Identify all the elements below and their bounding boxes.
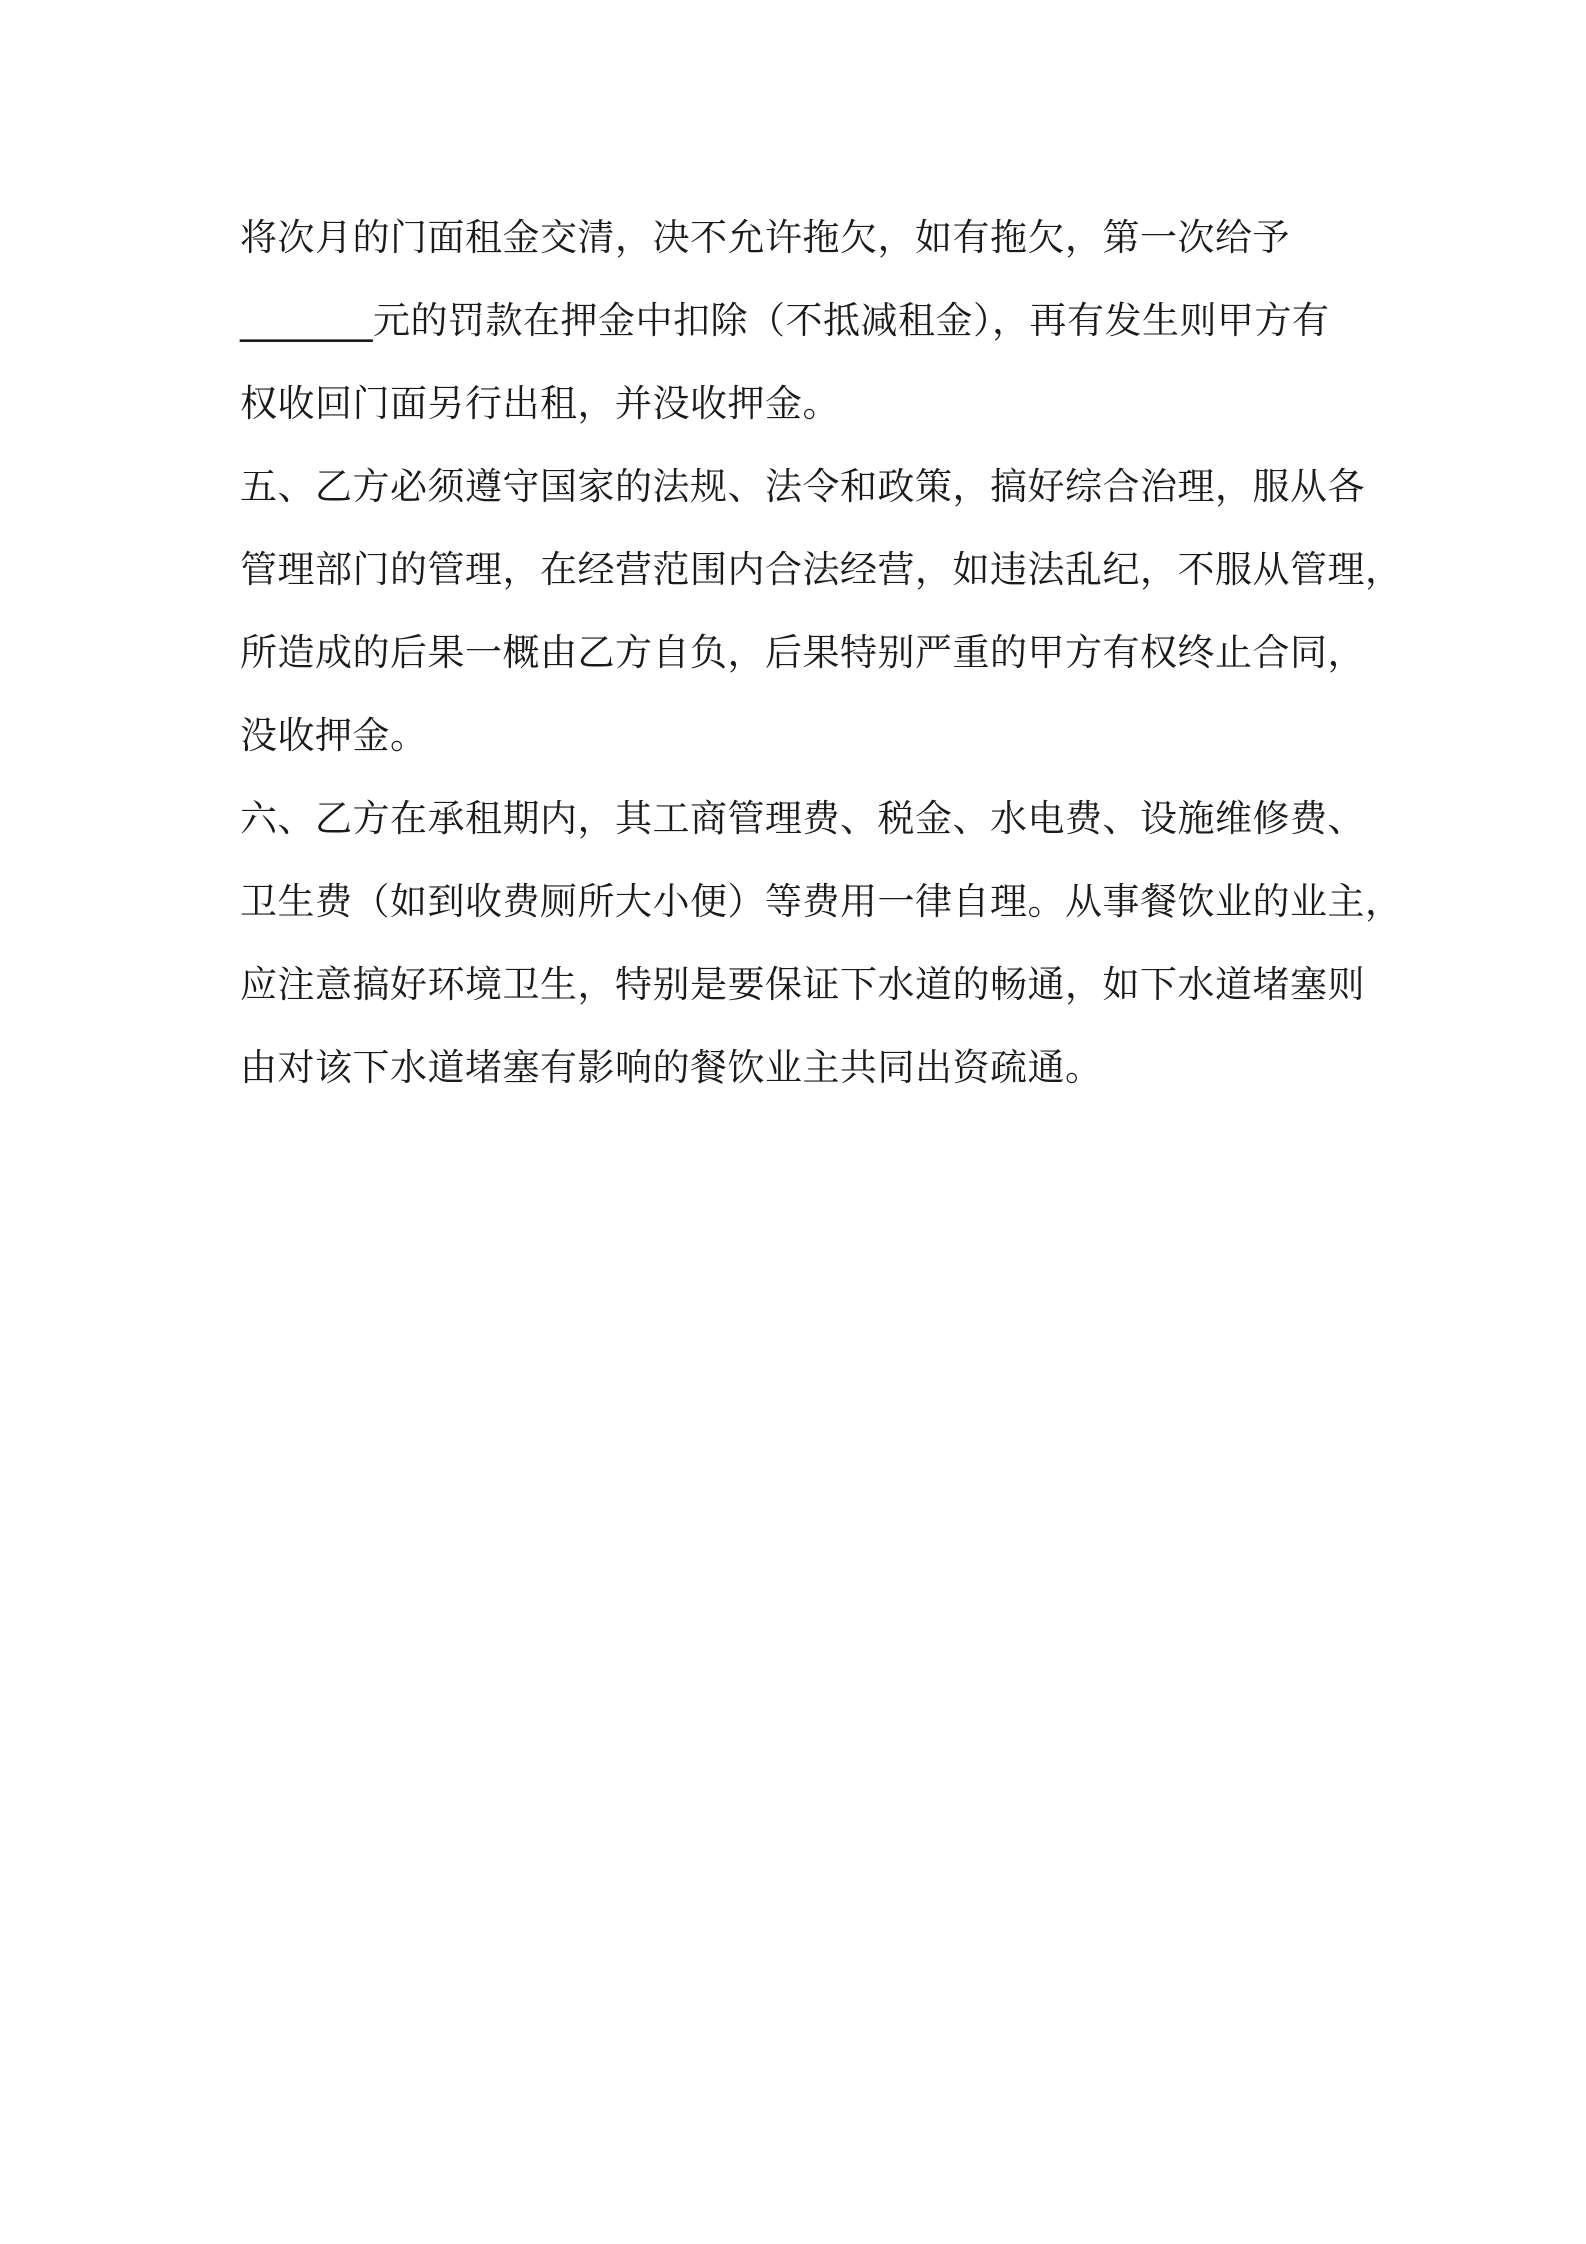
text-line: 将次月的门面租金交清，决不允许拖欠，如有拖欠，第一次给予: [240, 216, 1290, 259]
text-line: _______元的罚款在押金中扣除（不抵减租金），再有发生则甲方有: [240, 299, 1330, 342]
text-line: 六、乙方在承租期内，其工商管理费、税金、水电费、设施维修费、: [240, 797, 1365, 840]
text-line: 管理部门的管理，在经营范围内合法经营，如违法乱纪，不服从管理，: [240, 548, 1403, 591]
text-line: 权收回门面另行出租，并没收押金。: [240, 382, 840, 425]
paragraph-clause-six: [240, 777, 1403, 1109]
text-line: 应注意搞好环境卫生，特别是要保证下水道的畅通，如下水道堵塞则: [240, 963, 1365, 1006]
document-body: [240, 196, 1403, 1109]
text-line: 没收押金。: [240, 714, 428, 757]
text-line: 五、乙方必须遵守国家的法规、法令和政策，搞好综合治理，服从各: [240, 465, 1365, 508]
text-line: 所造成的后果一概由乙方自负，后果特别严重的甲方有权终止合同，: [240, 631, 1365, 674]
paragraph-rent-payment: [240, 196, 1360, 445]
text-line: 卫生费（如到收费厕所大小便）等费用一律自理。从事餐饮业的业主，: [240, 880, 1403, 923]
paragraph-clause-five: [240, 445, 1403, 777]
text-line: 由对该下水道堵塞有影响的餐饮业主共同出资疏通。: [240, 1046, 1103, 1089]
